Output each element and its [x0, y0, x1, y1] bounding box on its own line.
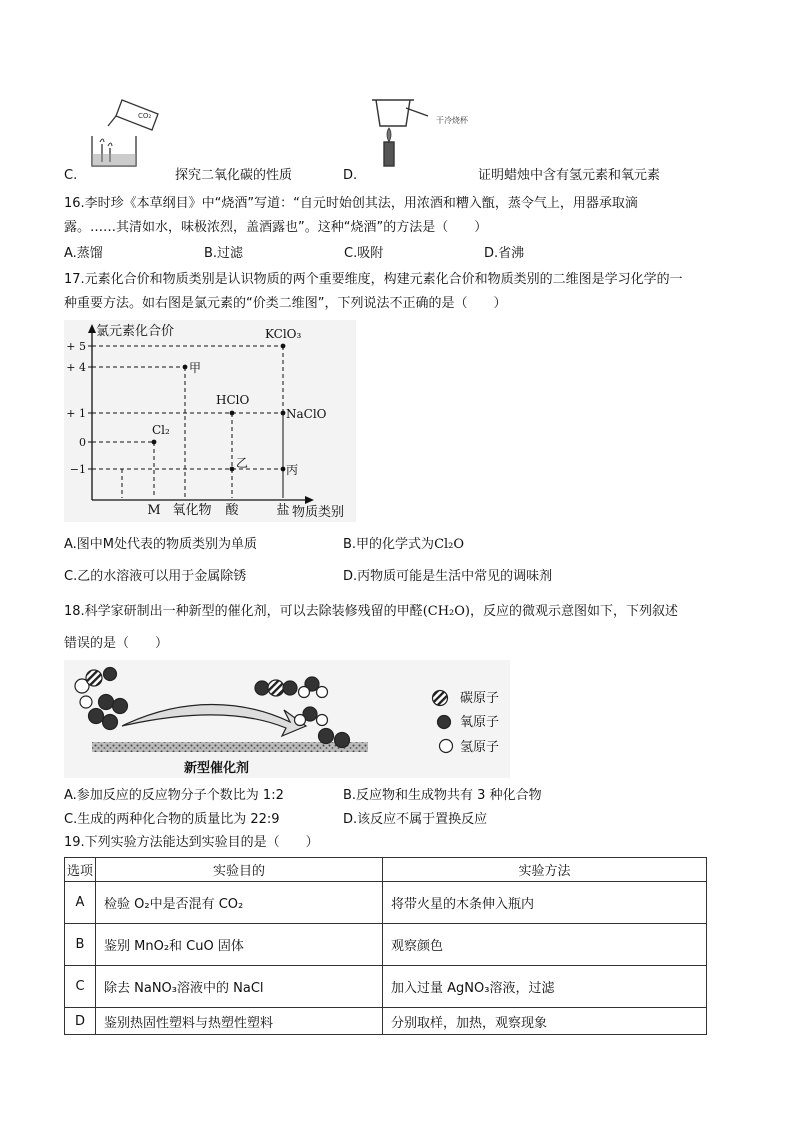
- co2-pouring-figure: [88, 96, 166, 168]
- row-c-option: C: [65, 966, 96, 1008]
- data-point-label: 甲: [189, 361, 202, 375]
- q16-stem-line2: 露。……其清如水，味极浓烈，盖酒露也”。这种“烧酒”的方法是（ ）: [64, 220, 488, 235]
- q18-option-c: C.生成的两种化合物的质量比为 22:9: [64, 812, 280, 827]
- q18-stem-formula: (CH₂O): [422, 604, 470, 619]
- data-point: [281, 344, 286, 349]
- legend-oxygen-icon: [438, 716, 451, 729]
- q15-option-d-label: D.: [343, 168, 358, 183]
- q18-stem-line2: 错误的是（ ）: [64, 636, 169, 651]
- data-point-label: NaClO: [286, 407, 327, 421]
- q16-option-a: A.蒸馏: [64, 246, 103, 261]
- q17-option-b-formula: Cl₂O: [434, 537, 465, 552]
- header-option: 选项: [65, 858, 96, 882]
- data-point-label: KClO₃: [265, 327, 302, 341]
- q18-option-d: D.该反应不属于置换反应: [343, 812, 488, 827]
- row-b-purpose: 鉴别 MnO₂和 CuO 固体: [96, 924, 383, 966]
- catalyst-label: 新型催化剂: [184, 761, 250, 776]
- row-b-method: 观察颜色: [383, 924, 707, 966]
- data-point: [281, 467, 286, 472]
- table-row: [65, 1008, 707, 1035]
- row-a-option: A: [65, 882, 96, 924]
- data-point-label: HClO: [216, 393, 250, 407]
- legend-hydrogen-text: 氢原子: [460, 740, 500, 755]
- co2-figure-label: CO₂: [138, 112, 152, 120]
- row-a-method: 将带火星的木条伸入瓶内: [383, 882, 707, 924]
- x-category-label: 酸: [225, 503, 239, 518]
- row-d-purpose: 鉴别热固性塑料与热塑性塑料: [96, 1008, 383, 1035]
- data-point-label: 乙: [236, 456, 249, 470]
- beaker-figure-label: 干冷烧杯: [436, 116, 468, 125]
- q18-stem-line1: [64, 602, 678, 622]
- row-d-method: 分别取样，加热，观察现象: [383, 1008, 707, 1035]
- candle-beaker-figure: [366, 96, 488, 168]
- q17-option-a: A.图中M处代表的物质类别为单质: [64, 537, 258, 552]
- x-category-label: M: [147, 503, 161, 518]
- q18-stem-suffix: ，反应的微观示意图如下，下列叙述: [469, 604, 678, 619]
- x-category-label: 盐: [276, 503, 290, 518]
- q19-stem: 19.下列实验方法能达到实验目的是（ ）: [64, 835, 319, 850]
- data-point: [152, 440, 157, 445]
- q16-option-b: B.过滤: [204, 246, 244, 261]
- legend-carbon-text: 碳原子: [460, 691, 500, 706]
- x-category-label: 氧化物: [172, 503, 212, 518]
- row-d-option: D: [65, 1008, 96, 1035]
- data-point: [281, 411, 286, 416]
- q16-stem-line1: 16.李时珍《本草纲目》中“烧酒”写道：“自元时始创其法，用浓酒和糟入甑，蒸令气上，用器承取滴: [64, 196, 638, 211]
- q17-stem-line2: 种重要方法。如右图是氯元素的“价类二维图”，下列说法不正确的是（ ）: [64, 296, 507, 311]
- table-row: [65, 924, 707, 966]
- data-point-label: Cl₂: [152, 423, 170, 437]
- q16-option-d: D.省沸: [484, 246, 525, 261]
- data-point: [183, 365, 188, 370]
- table-row: [65, 882, 707, 924]
- q17-option-d: D.丙物质可能是生活中常见的调味剂: [343, 569, 553, 584]
- row-a-purpose: 检验 O₂中是否混有 CO₂: [96, 882, 383, 924]
- q17-option-c: C.乙的水溶液可以用于金属除锈: [64, 569, 247, 584]
- q18-option-a: A.参加反应的反应物分子个数比为 1:2: [64, 788, 284, 803]
- y-tick-label: + 1: [66, 407, 86, 420]
- row-b-option: B: [65, 924, 96, 966]
- data-point: [230, 411, 235, 416]
- q15-option-c-text: 探究二氧化碳的性质: [175, 168, 293, 183]
- row-c-method: 加入过量 AgNO₃溶液，过滤: [383, 966, 707, 1008]
- valence-class-chart: [64, 320, 356, 522]
- y-tick-label: + 5: [66, 340, 86, 353]
- q17-option-b: [343, 535, 464, 555]
- chart-x-axis-label: 物质类别: [292, 505, 345, 520]
- q15-option-c-label: C.: [64, 168, 78, 183]
- legend-carbon-icon: [433, 691, 448, 706]
- y-tick-label: 0: [79, 436, 86, 449]
- q15-option-d-text: 证明蜡烛中含有氢元素和氧元素: [478, 168, 661, 183]
- q17-option-b-prefix: B.甲的化学式为: [343, 537, 435, 552]
- table-header-row: [65, 858, 707, 882]
- header-method: 实验方法: [383, 858, 707, 882]
- chart-y-axis-label: 氯元素化合价: [96, 324, 175, 339]
- legend-oxygen-text: 氧原子: [460, 715, 500, 730]
- table-row: [65, 966, 707, 1008]
- y-tick-label: −1: [69, 463, 86, 476]
- header-purpose: 实验目的: [96, 858, 383, 882]
- row-c-purpose: 除去 NaNO₃溶液中的 NaCl: [96, 966, 383, 1008]
- data-point-label: 丙: [286, 463, 299, 477]
- data-point: [230, 467, 235, 472]
- q17-stem-line1: 17.元素化合价和物质类别是认识物质的两个重要维度，构建元素化合价和物质类别的二维图是学习化学的一: [64, 272, 683, 287]
- catalyst-reaction-figure: [64, 660, 510, 778]
- y-tick-label: + 4: [66, 361, 86, 374]
- legend-hydrogen-icon: [440, 740, 453, 753]
- q18-stem-prefix: 18.科学家研制出一种新型的催化剂，可以去除装修残留的甲醛: [64, 604, 423, 619]
- q16-option-c: C.吸附: [344, 246, 384, 261]
- experiment-table: [64, 857, 707, 1035]
- q18-option-b: B.反应物和生成物共有 3 种化合物: [343, 788, 542, 803]
